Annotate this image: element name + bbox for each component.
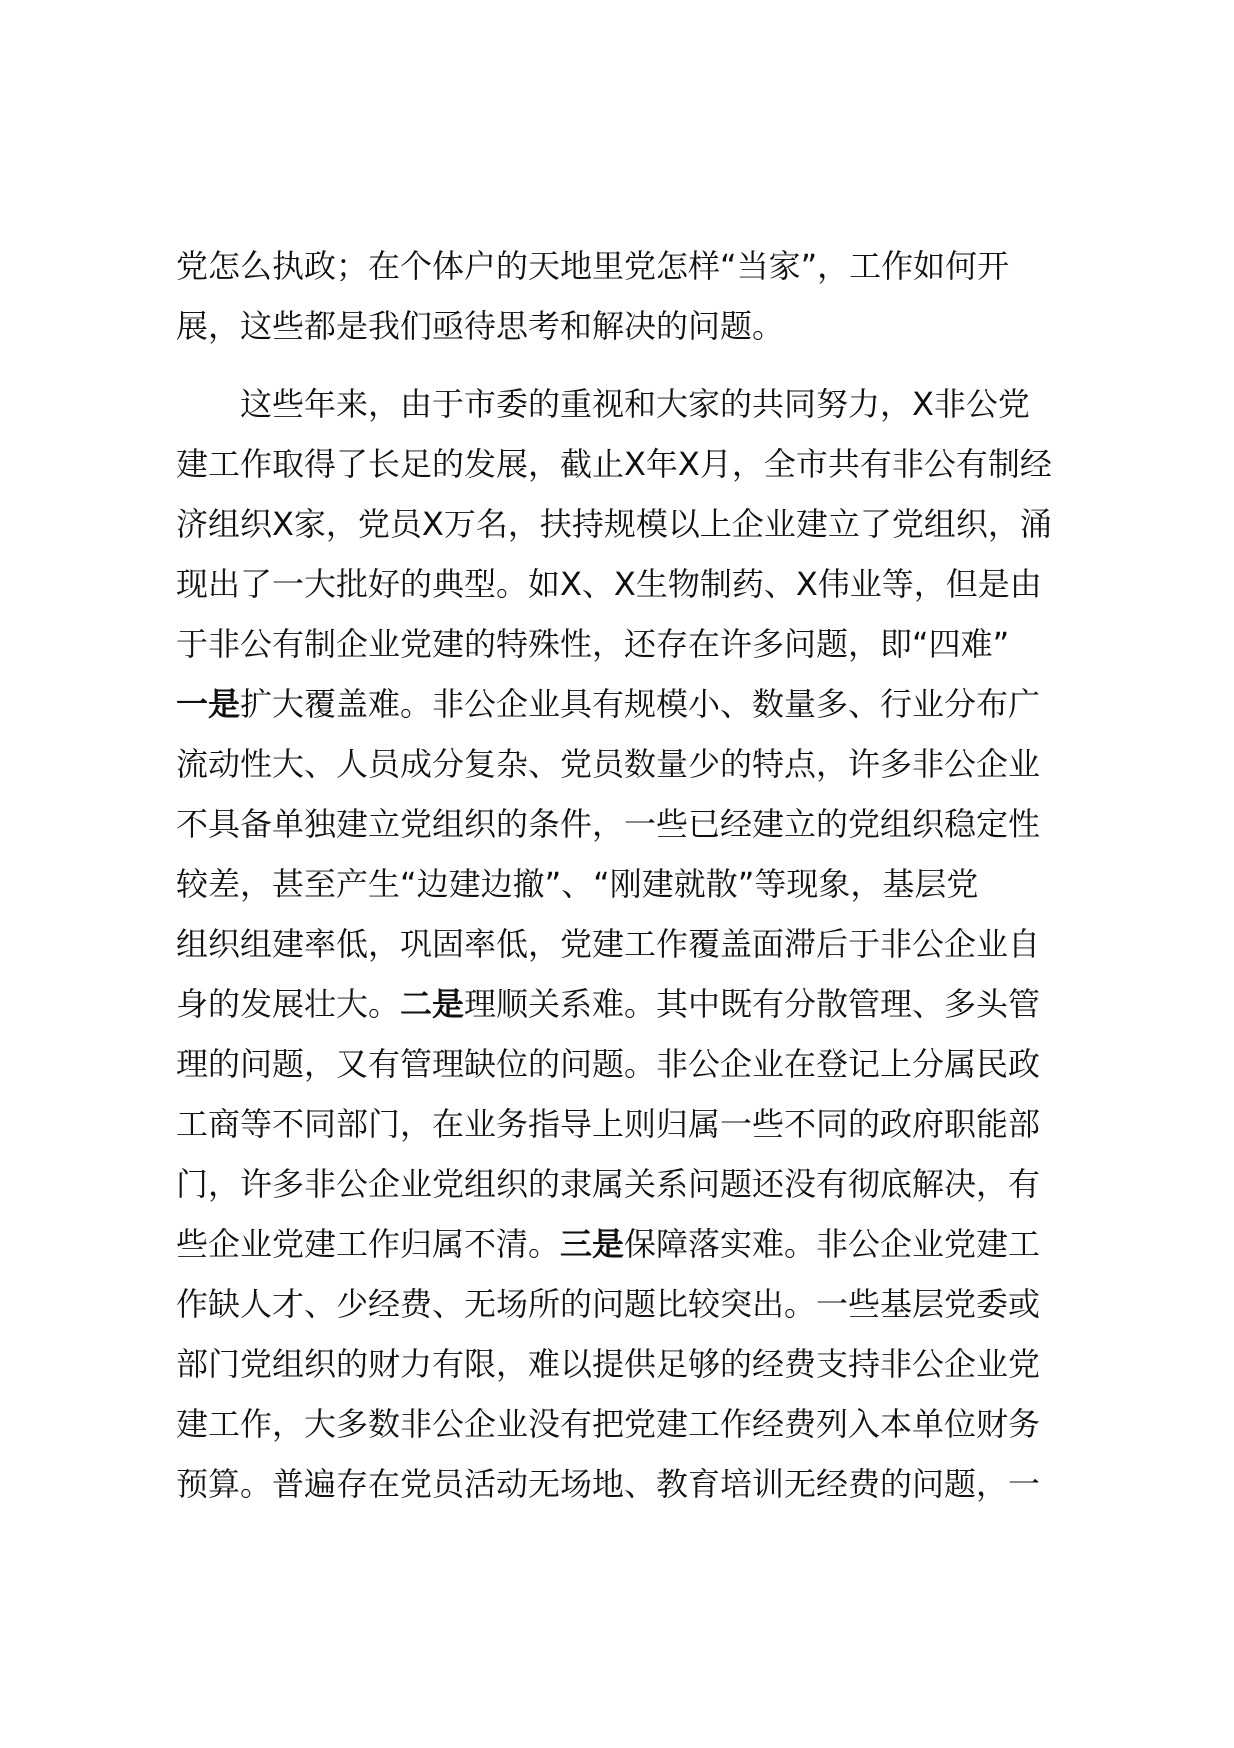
paragraph-1-line-2: 展，这些都是我们亟待思考和解决的问题。	[176, 307, 785, 345]
paragraph-2-line-1: 这些年来，由于市委的重视和大家的共同努力，X非公党	[240, 385, 1030, 423]
point-one-ending: 身的发展壮大。	[176, 985, 401, 1023]
paragraph-2-line-9: 较差，甚至产生“边建边撤”、“刚建就散”等现象，基层党	[176, 865, 979, 903]
paragraph-2-line-14: 门，许多非公企业党组织的隶属关系问题还没有彻底解决，有	[176, 1165, 1041, 1203]
paragraph-2-line-8: 不具备单独建立党组织的条件，一些已经建立的党组织稳定性	[176, 805, 1041, 843]
paragraph-2-line-2: 建工作取得了长足的发展，截止X年X月，全市共有非公有制经	[176, 445, 1052, 483]
point-three-text: 保障落实难。非公企业党建工	[624, 1225, 1041, 1263]
point-one-label: 一是	[176, 685, 241, 723]
point-two-label: 二是	[400, 985, 465, 1023]
paragraph-2-line-10: 组织组建率低，巩固率低，党建工作覆盖面滞后于非公企业自	[176, 925, 1041, 963]
point-two-text: 理顺关系难。其中既有分散管理、多头管	[464, 985, 1041, 1023]
paragraph-2	[176, 374, 1106, 1514]
paragraph-2-line-11	[176, 974, 1106, 1034]
paragraph-2-line-6	[176, 674, 1106, 734]
paragraph-1-line-1: 党怎么执政；在个体户的天地里党怎样“当家”，工作如何开	[176, 247, 1010, 285]
paragraph-2-line-7: 流动性大、人员成分复杂、党员数量少的特点，许多非公企业	[176, 745, 1041, 783]
paragraph-2-line-17: 部门党组织的财力有限，难以提供足够的经费支持非公企业党	[176, 1345, 1041, 1383]
paragraph-2-line-19: 预算。普遍存在党员活动无场地、教育培训无经费的问题，一	[176, 1465, 1041, 1503]
paragraph-2-line-15	[176, 1214, 1106, 1274]
paragraph-2-line-13: 工商等不同部门，在业务指导上则归属一些不同的政府职能部	[176, 1105, 1041, 1143]
paragraph-2-line-5: 于非公有制企业党建的特殊性，还存在许多问题，即“四难”	[176, 625, 1010, 663]
point-one-text: 扩大覆盖难。非公企业具有规模小、数量多、行业分布广	[240, 685, 1041, 723]
point-two-ending: 些企业党建工作归属不清。	[176, 1225, 561, 1263]
paragraph-2-line-3: 济组织X家，党员X万名，扶持规模以上企业建立了党组织，涌	[176, 505, 1052, 543]
paragraph-2-line-4: 现出了一大批好的典型。如X、X生物制药、X伟业等，但是由	[176, 565, 1042, 603]
paragraph-1	[176, 236, 1106, 356]
paragraph-2-line-12: 理的问题，又有管理缺位的问题。非公企业在登记上分属民政	[176, 1045, 1041, 1083]
point-three-label: 三是	[560, 1225, 625, 1263]
paragraph-2-line-16: 作缺人才、少经费、无场所的问题比较突出。一些基层党委或	[176, 1285, 1041, 1323]
paragraph-2-line-18: 建工作，大多数非公企业没有把党建工作经费列入本单位财务	[176, 1405, 1041, 1443]
